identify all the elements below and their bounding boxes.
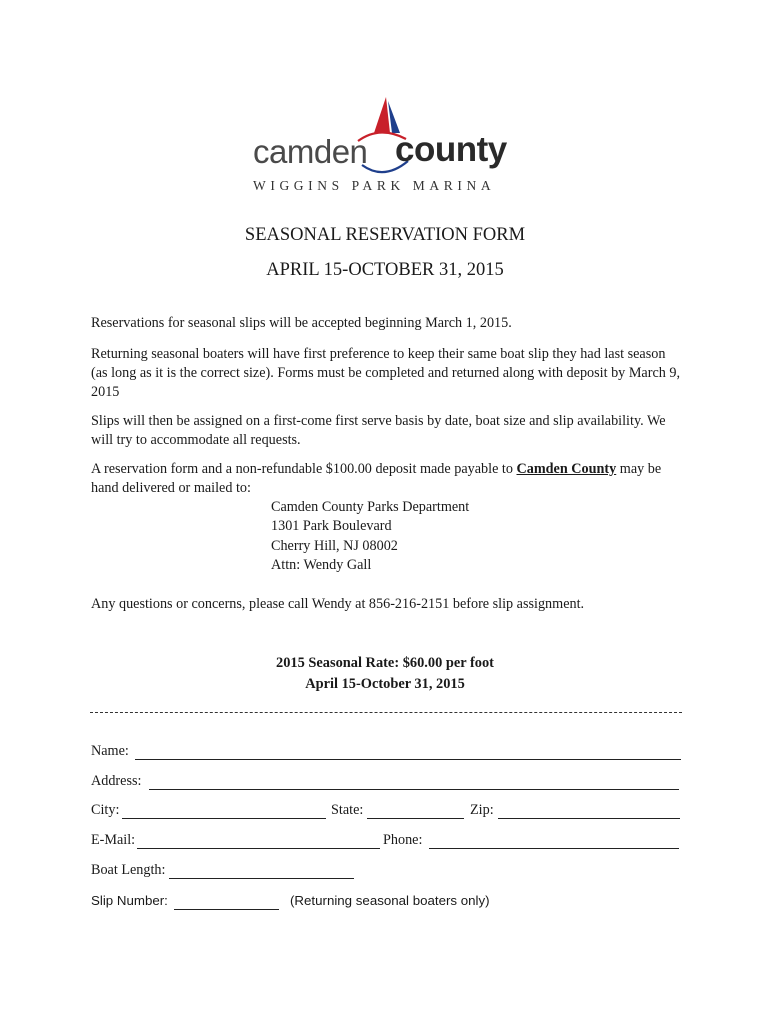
address-field[interactable] xyxy=(149,789,679,790)
slip-number-row xyxy=(91,893,681,913)
season-dates: APRIL 15-OCTOBER 31, 2015 xyxy=(266,260,504,280)
paragraph-reservations-open: Reservations for seasonal slips will be accepted beginning March 1, 2015. xyxy=(91,315,512,331)
rate-dates: April 15-October 31, 2015 xyxy=(305,676,465,692)
mailing-address-line: 1301 Park Boulevard xyxy=(271,518,392,534)
boat-length-row xyxy=(91,862,681,882)
cut-line-divider xyxy=(90,712,682,713)
zip-field[interactable] xyxy=(498,818,680,819)
mailing-address-line: Attn: Wendy Gall xyxy=(271,557,372,573)
phone-field[interactable] xyxy=(429,848,679,849)
name-label: Name: xyxy=(91,743,129,759)
payee-name: Camden County xyxy=(516,461,617,477)
city-field[interactable] xyxy=(122,818,326,819)
email-field[interactable] xyxy=(137,848,380,849)
logo-county-text: county xyxy=(395,130,507,169)
mailing-address-line: Camden County Parks Department xyxy=(271,499,470,515)
state-field[interactable] xyxy=(367,818,464,819)
address-label: Address: xyxy=(91,773,142,789)
boat-length-label: Boat Length: xyxy=(91,862,166,878)
city-label: City: xyxy=(91,802,120,818)
paragraph-returning-boaters: Returning seasonal boaters will have first preference to keep their same boat slip they had last season (as long as it is the correct size). Forms must be completed and returned along with deposit by March 9, 2015 xyxy=(91,346,681,400)
phone-label: Phone: xyxy=(383,832,423,848)
email-phone-row xyxy=(91,832,681,852)
slip-number-note: (Returning seasonal boaters only) xyxy=(290,893,490,908)
zip-label: Zip: xyxy=(470,802,494,818)
camden-county-logo xyxy=(250,95,522,195)
name-field-row xyxy=(91,743,681,763)
city-state-zip-row xyxy=(91,802,681,822)
form-title: SEASONAL RESERVATION FORM xyxy=(244,225,526,245)
email-label: E-Mail: xyxy=(91,832,136,848)
seasonal-rate: 2015 Seasonal Rate: $60.00 per foot xyxy=(276,655,494,671)
paragraph-deposit xyxy=(91,460,681,498)
logo-camden-text: camden xyxy=(253,133,368,170)
deposit-text: A reservation form and a non-refundable $100.00 deposit made payable to xyxy=(91,461,517,477)
paragraph-questions: Any questions or concerns, please call Wendy at 856-216-2151 before slip assignment. xyxy=(91,596,585,612)
slip-number-label: Slip Number: xyxy=(91,893,168,908)
slip-number-field[interactable] xyxy=(174,909,279,910)
name-field[interactable] xyxy=(135,759,681,760)
mailing-address-line: Cherry Hill, NJ 08002 xyxy=(271,538,398,554)
address-field-row xyxy=(91,773,681,793)
paragraph-slip-assignment: Slips will then be assigned on a first-come first serve basis by date, boat size and slip availability. We will try to accommodate all requests. xyxy=(91,413,666,448)
boat-length-field[interactable] xyxy=(169,878,354,879)
state-label: State: xyxy=(331,802,364,818)
logo-subtitle: WIGGINS PARK MARINA xyxy=(253,178,496,193)
deposit-text-end: may be hand delivered or mailed to: xyxy=(91,461,662,496)
